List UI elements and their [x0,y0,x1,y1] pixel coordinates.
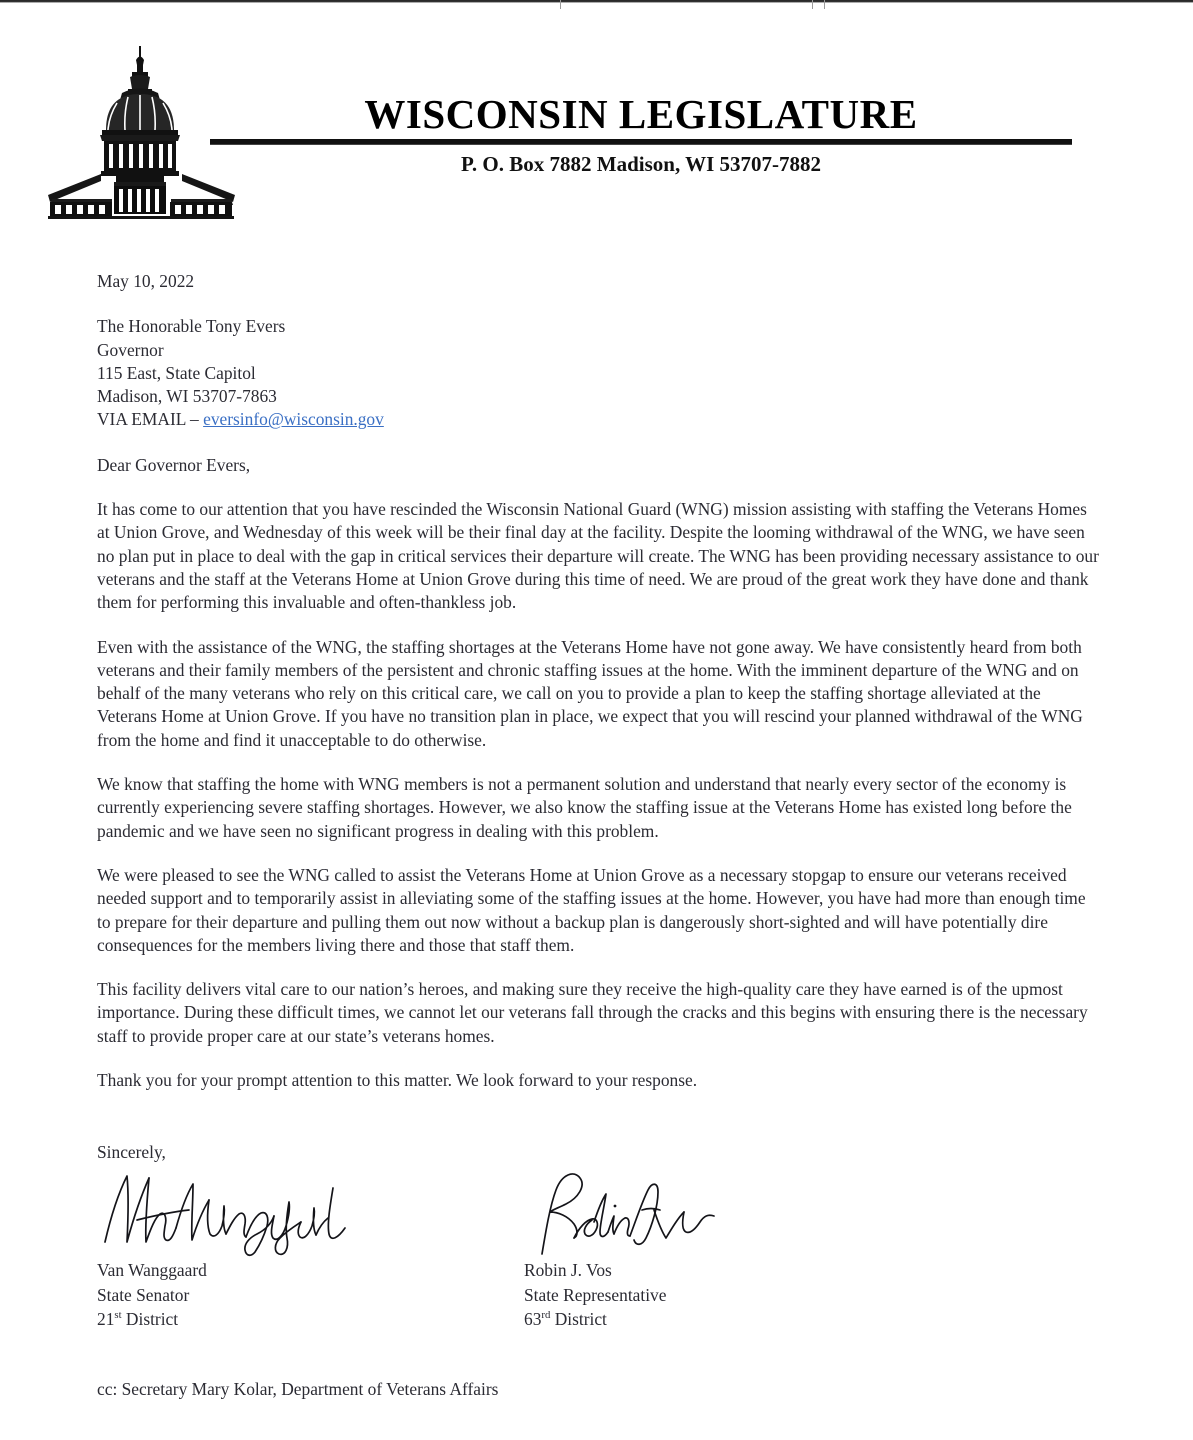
handwritten-signature-robin-vos [524,1166,954,1258]
via-email-label: VIA EMAIL – [97,409,204,430]
signatory-van-wanggaard [97,1166,527,1332]
carbon-copy-line: cc: Secretary Mary Kolar, Department of Veterans Affairs [97,1379,499,1399]
body-paragraph-5: This facility delivers vital care to our nation’s heroes, and making sure they receive the high-quality care they have earned is of the upmost importance. During these difficult times, we cannot let our veterans fall through the cracks and this begins with ensuring there is the necessary staff to provide proper care at our state’s veterans homes. [97,979,1088,1046]
recipient-street: 115 East, State Capitol [97,362,256,383]
district-number: 63 [524,1309,542,1330]
signatory-district [524,1307,954,1332]
letter-body [97,270,1102,1113]
signatory-title: State Senator [97,1284,190,1305]
recipient-title: Governor [97,339,164,360]
district-ordinal: rd [541,1309,551,1322]
body-paragraph-1: It has come to our attention that you have rescinded the Wisconsin National Guard (WNG) mission assisting with staffing the Veterans Homes at Union Grove, and Wednesday of this week will be their final day at the facility. Despite the looming withdrawal of the WNG, we have seen no plan put in place to deal with the gap in critical services their departure will create. The WNG has been providing necessary assistance to our veterans and the staff at the Veterans Home at Union Grove during this time of need. We are proud of the great work they have done and thank them for performing this invaluable and often-thankless job. [97,499,1099,613]
district-number: 21 [97,1309,115,1330]
scan-edge-artifact [0,0,1193,3]
organization-address: P. O. Box 7882 Madison, WI 53707-7882 [461,152,821,177]
district-suffix: District [121,1309,179,1330]
handwritten-signature-van-wanggaard [97,1166,527,1258]
signatory-details-robin-vos [524,1258,954,1332]
signatory-title: State Representative [524,1284,667,1305]
body-paragraph-2: Even with the assistance of the WNG, the staffing shortages at the Veterans Home have not gone away. We have consistently heard from both veterans and their family members of the persistent and chronic staffing issues at the home. With the imminent departure of the WNG and on behalf of the many veterans who rely on this critical care, we call on you to provide a plan to keep the staffing shortage alleviated at the Veterans Home at Union Grove. If you have no transition plan in place, we expect that you will rescind your planned withdrawal of the WNG from the home and find it unacceptable to do otherwise. [97,636,1083,750]
salutation: Dear Governor Evers, [97,454,251,475]
body-paragraph-4: We were pleased to see the WNG called to assist the Veterans Home at Union Grove as a necessary stopgap to ensure our veterans received needed support and to temporarily assist in alleviating some of the staffing issues at the home. However, you have had more than enough time to prepare for their departure and pulling them out now without a backup plan is dangerously short-sighted and will have potentially dire consequences for the members living there and those that staff them. [97,864,1086,955]
masthead-divider [210,139,1072,145]
recipient-address-block [97,315,1102,431]
district-ordinal: st [114,1309,122,1322]
recipient-email-link[interactable]: eversinfo@wisconsin.gov [203,409,384,430]
signatory-robin-vos [524,1166,954,1332]
masthead [210,93,1072,177]
body-paragraph-3: We know that staffing the home with WNG members is not a permanent solution and understand that nearly every sector of the economy is currently experiencing severe staffing shortages. However, we also know the staffing issue at the Veterans Home has existed long before the pandemic and we have seen no significant progress in dealing with this problem. [97,774,1072,841]
recipient-email-line [97,408,1102,431]
sign-off: Sincerely, [97,1142,166,1162]
signature-block [97,1141,1102,1351]
letter-date: May 10, 2022 [97,271,195,291]
signatory-name: Robin J. Vos [524,1260,612,1281]
signatory-details-van-wanggaard [97,1258,527,1332]
recipient-city-zip: Madison, WI 53707-7863 [97,386,277,407]
recipient-name: The Honorable Tony Evers [97,316,286,337]
organization-title: WISCONSIN LEGISLATURE [364,91,918,137]
letterhead [0,38,1193,218]
signatory-district [97,1307,527,1332]
closing-request: Thank you for your prompt attention to this matter. We look forward to your response. [97,1070,698,1091]
district-suffix: District [550,1309,607,1330]
signatory-name: Van Wanggaard [97,1260,207,1281]
